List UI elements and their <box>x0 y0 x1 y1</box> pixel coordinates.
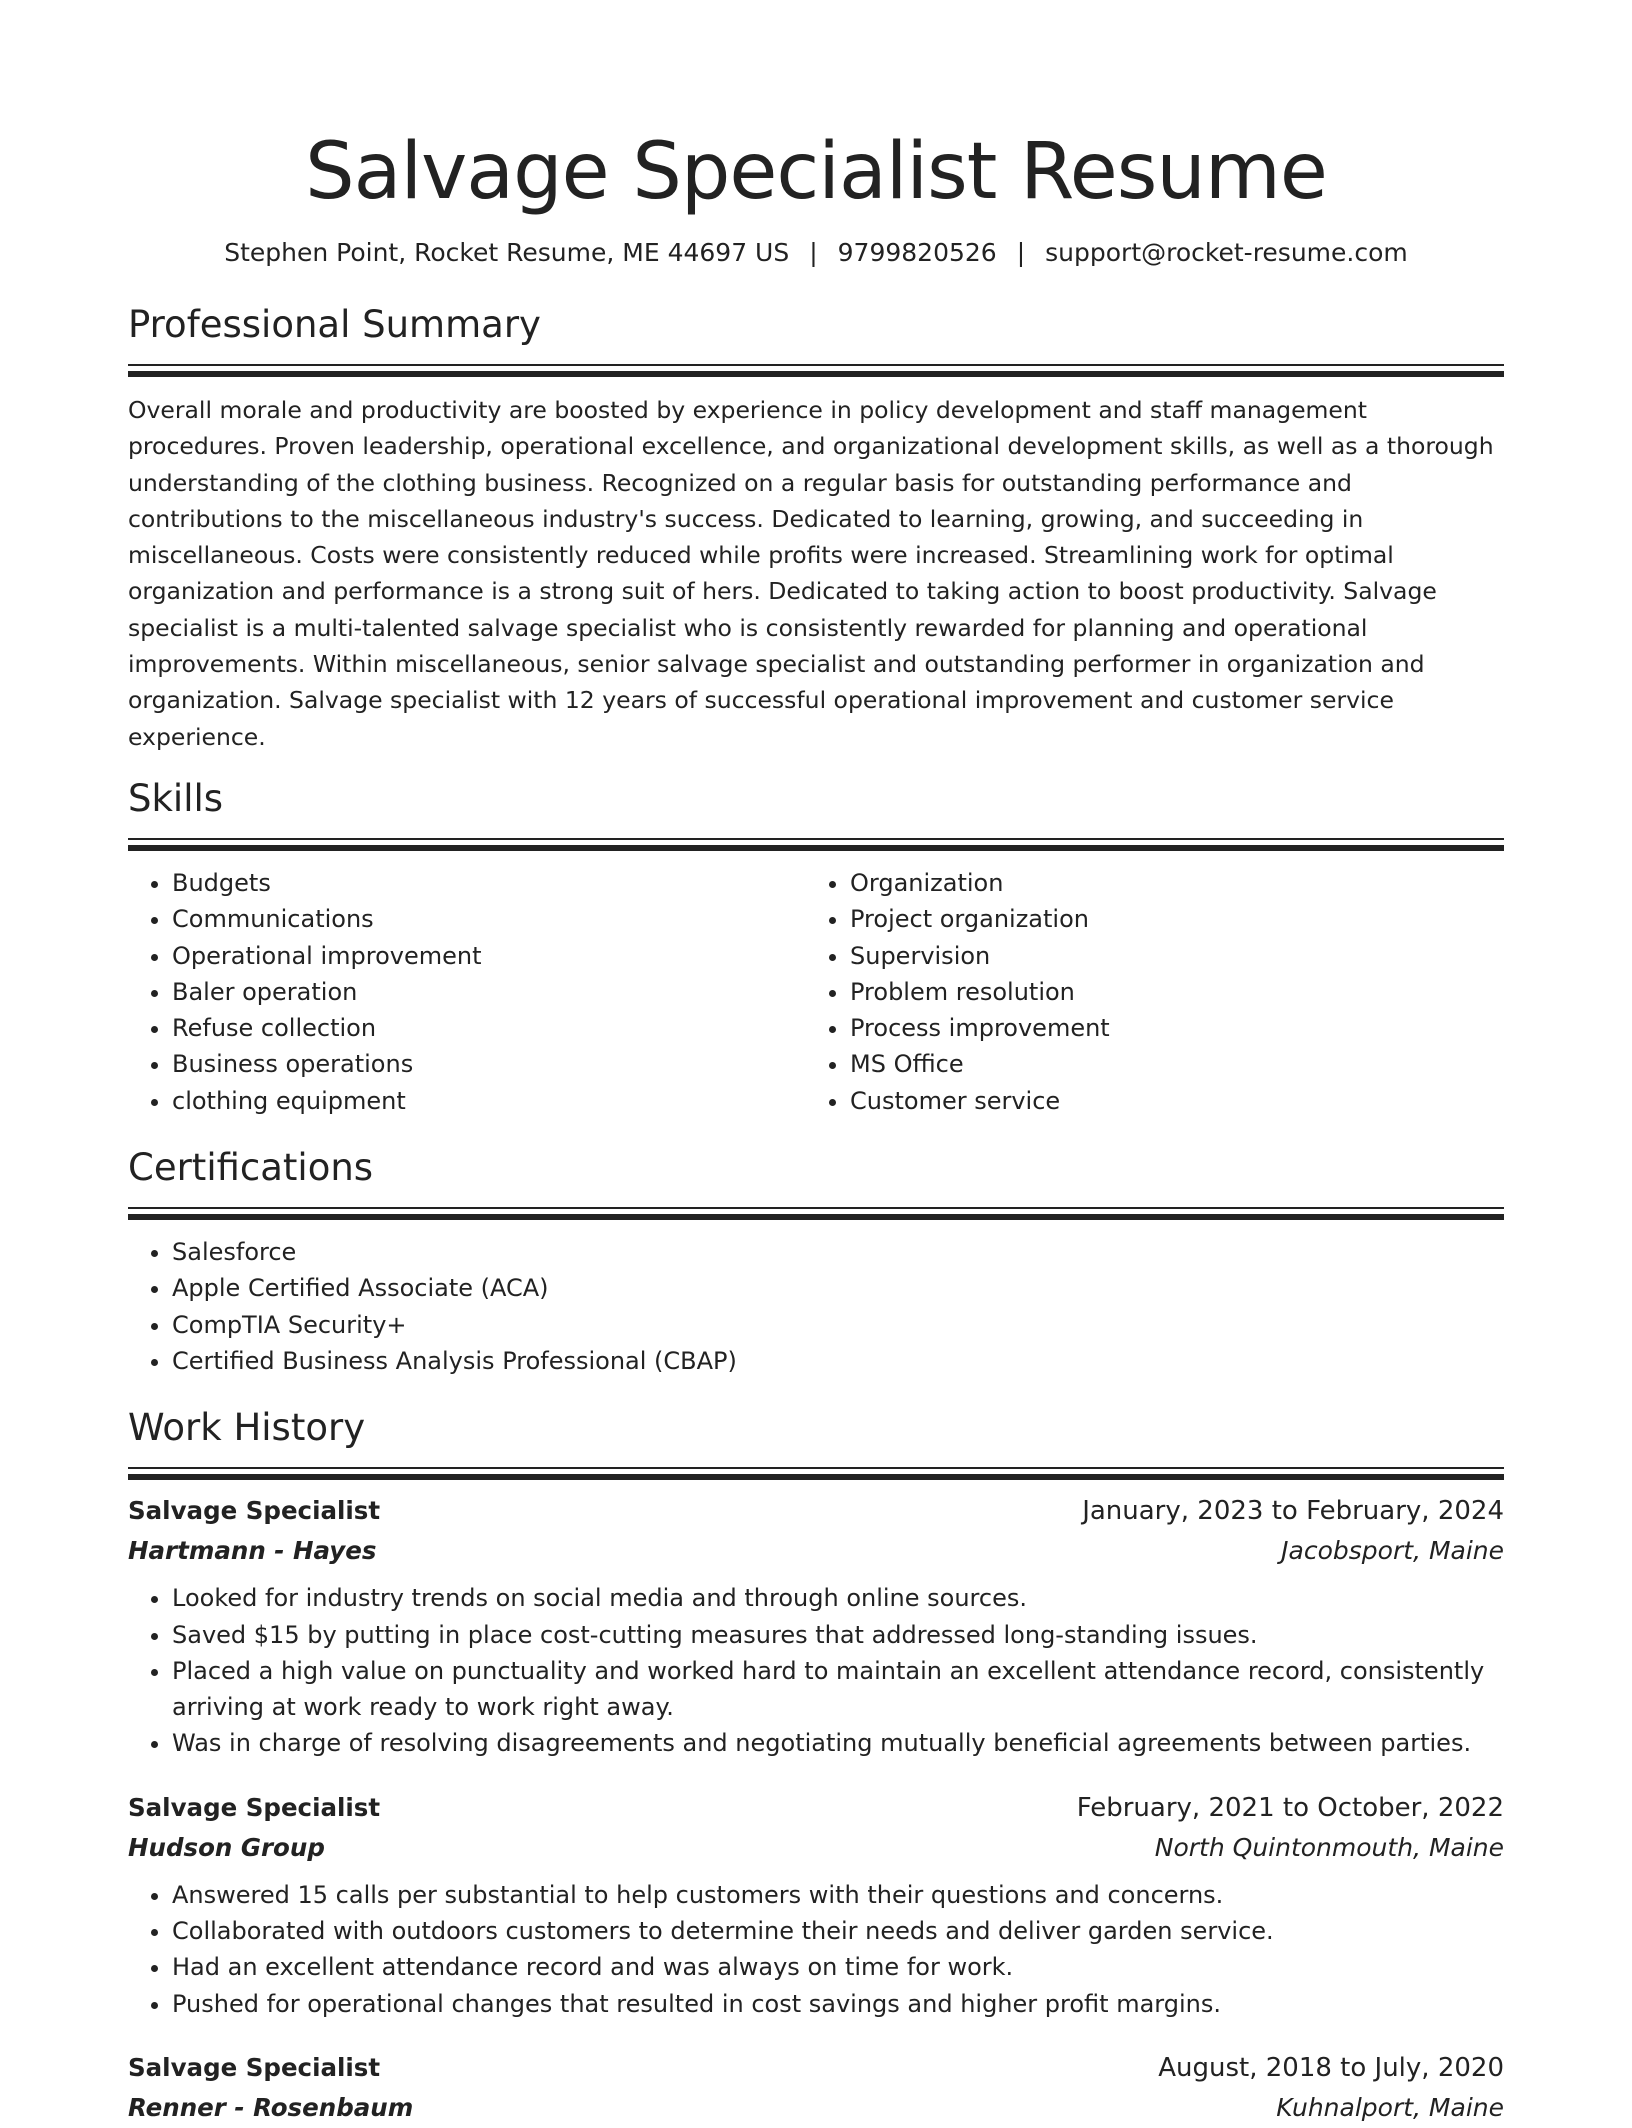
job-bullet: • Saved $15 by putting in place cost-cutting measures that addressed long-standing issues. <box>172 1617 1504 1653</box>
skill-item: • MS Office <box>850 1046 1484 1082</box>
contact-separator: | <box>809 238 818 267</box>
job-bullet: • Answered 15 calls per substantial to help customers with their questions and concerns. <box>172 1877 1504 1913</box>
skill-item: • clothing equipment <box>172 1083 806 1119</box>
job-entry <box>128 1788 1504 2022</box>
job-bullet: • Placed a high value on punctuality and worked hard to maintain an excellent attendance record, consistently arriving at work ready to work right away. <box>172 1653 1504 1726</box>
job-company: Hudson Group <box>128 1832 325 1862</box>
contact-separator: | <box>1016 238 1026 267</box>
job-location: Jacobsport, Maine <box>1281 1536 1504 1566</box>
section-divider <box>128 838 1504 852</box>
skill-item: • Budgets <box>172 865 806 901</box>
skill-item: • Problem resolution <box>850 974 1484 1010</box>
job-dates: February, 2021 to October, 2022 <box>1076 1792 1504 1823</box>
job-entry <box>128 1491 1504 1761</box>
section-divider <box>128 1467 1504 1481</box>
skill-item: • Process improvement <box>850 1010 1484 1046</box>
contact-address: Stephen Point, Rocket Resume, ME 44697 US <box>224 238 790 267</box>
certification-item: • Apple Certified Associate (ACA) <box>172 1270 1504 1306</box>
job-title: Salvage Specialist <box>128 2052 381 2082</box>
work-history-section <box>128 1404 1504 2128</box>
contact-line <box>128 236 1504 270</box>
job-entry <box>128 2048 1504 2128</box>
job-header <box>128 2048 1504 2088</box>
job-bullet: • Collaborated with outdoors customers to determine their needs and deliver garden service. <box>172 1913 1504 1949</box>
certification-item: • CompTIA Security+ <box>172 1307 1504 1343</box>
skill-item: • Supervision <box>850 938 1484 974</box>
contact-email: support@rocket-resume.com <box>1045 238 1408 267</box>
certification-item: • Salesforce <box>172 1234 1504 1270</box>
skills-heading: Skills <box>128 776 224 820</box>
section-divider <box>128 1207 1504 1221</box>
job-dates: January, 2023 to February, 2024 <box>1082 1496 1504 1527</box>
skill-item: • Project organization <box>850 901 1484 937</box>
job-title: Salvage Specialist <box>128 1496 381 1526</box>
job-bullet: • Looked for industry trends on social media and through online sources. <box>172 1580 1504 1616</box>
skills-section <box>128 775 1504 1119</box>
skill-item: • Customer service <box>850 1083 1484 1119</box>
work-history-heading: Work History <box>128 1406 366 1450</box>
job-bullet-list <box>128 1877 1504 2022</box>
skill-item: • Operational improvement <box>172 938 806 974</box>
skill-item: • Business operations <box>172 1046 806 1082</box>
job-bullet: • Pushed for operational changes that resulted in cost savings and higher profit margins. <box>172 1986 1504 2022</box>
summary-section <box>128 301 1504 755</box>
skill-item: • Organization <box>850 865 1484 901</box>
job-company: Renner - Rosenbaum <box>128 2092 414 2122</box>
skill-item: • Baler operation <box>172 974 806 1010</box>
job-header <box>128 1491 1504 1531</box>
job-title: Salvage Specialist <box>128 1792 381 1822</box>
summary-text: Overall morale and productivity are boosted by experience in policy development and staff management procedures. Proven leadership, operational excellence, and organizational development skills, as well as a thorough understanding of the clothing business. Recognized on a regular basis for outstanding performance and contributions to the miscellaneous industry's success. Dedicated to learning, growing, and succeeding in miscellaneous. Costs were consistently reduced while profits were increased. Streamlining work for optimal organization and performance is a strong suit of hers. Dedicated to taking action to boost productivity. Salvage specialist is a multi-talented salvage specialist who is consistently rewarded for planning and operational improvements. Within miscellaneous, senior salvage specialist and outstanding performer in organization and organization. Salvage specialist with 12 years of successful operational improvement and customer service experience. <box>128 396 1494 751</box>
certifications-section <box>128 1144 1504 1379</box>
skills-list-left <box>128 865 806 1119</box>
job-subheader <box>128 1828 1504 1868</box>
certification-item: • Certified Business Analysis Professional (CBAP) <box>172 1343 1504 1379</box>
certifications-list <box>128 1234 1504 1379</box>
job-header <box>128 1788 1504 1828</box>
job-subheader <box>128 1531 1504 1571</box>
job-location: North Quintonmouth, Maine <box>1154 1832 1504 1862</box>
job-dates: August, 2018 to July, 2020 <box>1158 2052 1504 2083</box>
summary-heading: Professional Summary <box>128 303 541 346</box>
skill-item: • Communications <box>172 901 806 937</box>
job-bullet-list <box>128 1580 1504 1761</box>
job-bullet: • Was in charge of resolving disagreements and negotiating mutually beneficial agreements between parties. <box>172 1725 1504 1761</box>
job-company: Hartmann - Hayes <box>128 1536 377 1566</box>
contact-phone: 9799820526 <box>837 238 997 267</box>
skills-list-right <box>806 865 1484 1119</box>
resume-page <box>128 0 1504 2128</box>
certifications-heading: Certifications <box>128 1146 374 1190</box>
job-location: Kuhnalport, Maine <box>1276 2092 1504 2122</box>
job-subheader <box>128 2088 1504 2128</box>
skill-item: • Refuse collection <box>172 1010 806 1046</box>
resume-title: Salvage Specialist Resume <box>305 127 1327 217</box>
job-bullet: • Had an excellent attendance record and was always on time for work. <box>172 1949 1504 1985</box>
skills-columns <box>128 865 1504 1119</box>
section-divider <box>128 364 1504 378</box>
